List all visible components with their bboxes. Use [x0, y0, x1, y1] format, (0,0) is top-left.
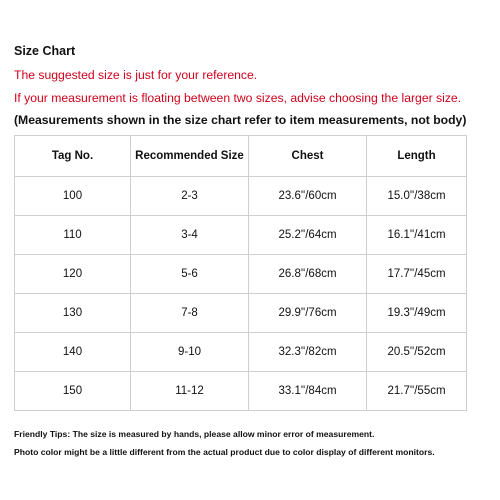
header-length: Length — [367, 136, 467, 177]
cell-chest: 32.3''/82cm — [249, 333, 367, 372]
cell-chest: 29.9''/76cm — [249, 294, 367, 333]
cell-chest: 25.2''/64cm — [249, 216, 367, 255]
cell-length: 17.7''/45cm — [367, 255, 467, 294]
table-row — [15, 333, 467, 372]
header-chest: Chest — [249, 136, 367, 177]
cell-length: 19.3''/49cm — [367, 294, 467, 333]
cell-tag-no: 130 — [15, 294, 131, 333]
header-tag-no: Tag No. — [15, 136, 131, 177]
reference-note: The suggested size is just for your reference. — [14, 68, 258, 82]
table-row — [15, 177, 467, 216]
measurement-disclaimer: (Measurements shown in the size chart refer to item measurements, not body) — [14, 113, 467, 127]
cell-recommended-size: 5-6 — [131, 255, 249, 294]
table-row — [15, 372, 467, 411]
cell-length: 16.1''/41cm — [367, 216, 467, 255]
photo-color-tip: Photo color might be a little different from the actual product due to color display of different monitors. — [14, 447, 435, 457]
table-row — [15, 255, 467, 294]
larger-size-advice-note: If your measurement is floating between two sizes, advise choosing the larger size. — [14, 91, 462, 105]
cell-tag-no: 140 — [15, 333, 131, 372]
table-row — [15, 216, 467, 255]
cell-chest: 26.8''/68cm — [249, 255, 367, 294]
table-header-row — [15, 136, 467, 177]
friendly-tips: Friendly Tips: The size is measured by hands, please allow minor error of measurement. — [14, 429, 375, 439]
page-title: Size Chart — [14, 44, 76, 58]
cell-length: 20.5''/52cm — [367, 333, 467, 372]
size-table — [14, 135, 467, 411]
cell-tag-no: 100 — [15, 177, 131, 216]
cell-recommended-size: 2-3 — [131, 177, 249, 216]
cell-tag-no: 120 — [15, 255, 131, 294]
cell-recommended-size: 3-4 — [131, 216, 249, 255]
cell-tag-no: 110 — [15, 216, 131, 255]
cell-chest: 23.6''/60cm — [249, 177, 367, 216]
cell-recommended-size: 7-8 — [131, 294, 249, 333]
cell-tag-no: 150 — [15, 372, 131, 411]
cell-length: 15.0''/38cm — [367, 177, 467, 216]
header-recommended-size: Recommended Size — [131, 136, 249, 177]
table-row — [15, 294, 467, 333]
cell-length: 21.7''/55cm — [367, 372, 467, 411]
cell-chest: 33.1''/84cm — [249, 372, 367, 411]
cell-recommended-size: 9-10 — [131, 333, 249, 372]
cell-recommended-size: 11-12 — [131, 372, 249, 411]
